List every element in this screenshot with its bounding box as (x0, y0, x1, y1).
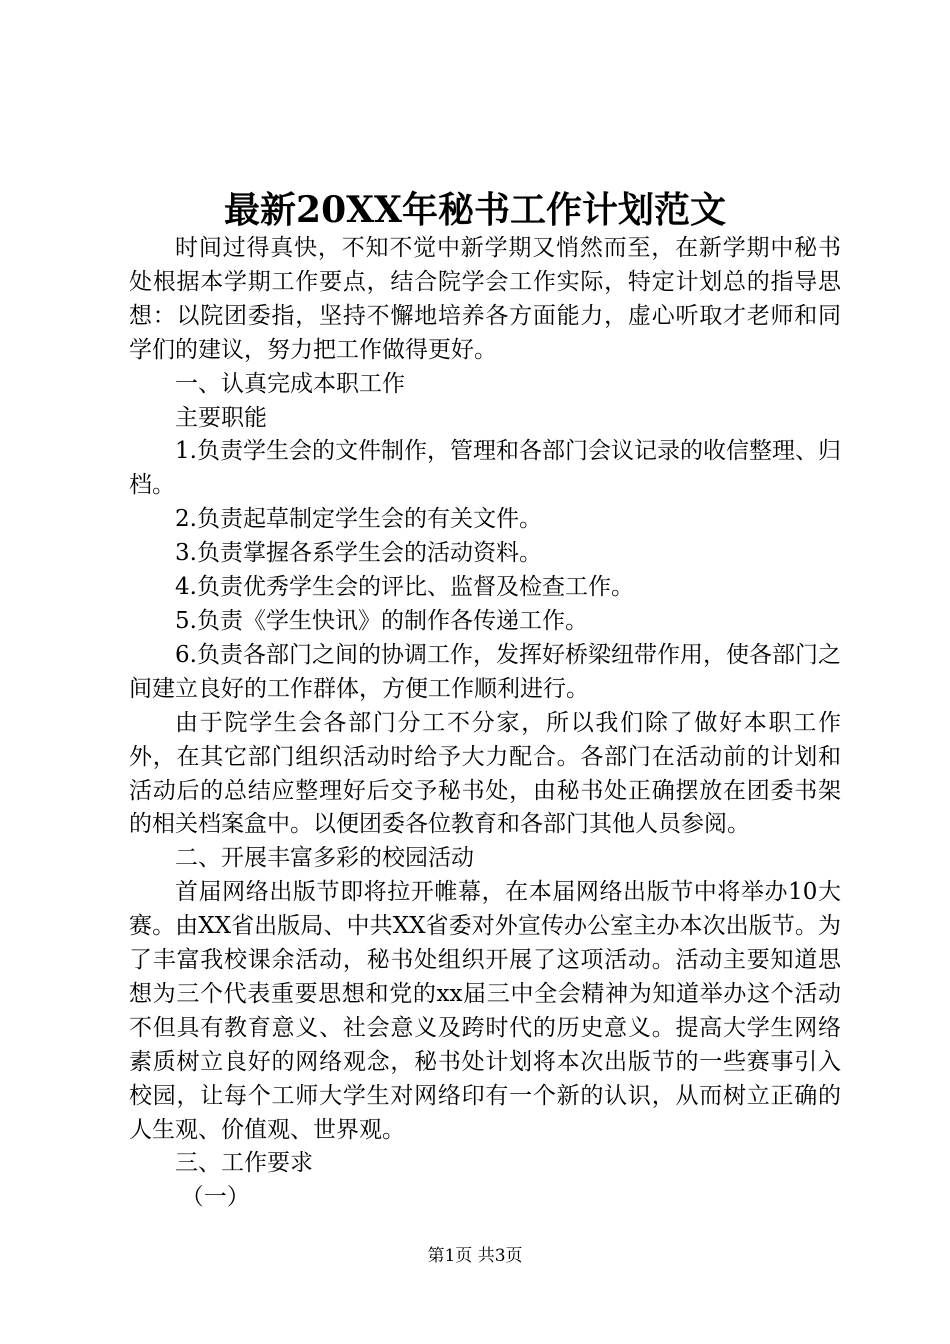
section-heading-2: 二、开展丰富多彩的校园活动 (175, 845, 474, 872)
paragraph-intro: 时间过得真快，不知不觉中新学期又悄然而至，在新学期中秘书处根据本学期工作要点，结合院学会工作实际，特定计划总的指导思想：以院团委指，坚持不懈地培养各方面能力，虚心听取才老师和同学们的建议，努力把工作做得更好。 (129, 235, 841, 363)
duty-item-2: 2.负责起草制定学生会的有关文件。 (175, 506, 542, 533)
duty-item-3: 3.负责掌握各系学生会的活动资料。 (175, 540, 542, 567)
page-footer: 第1页 共3页 (427, 1246, 523, 1266)
subsection-marker-1: （一） (180, 1184, 250, 1211)
document-body (129, 232, 841, 1215)
subheading-main-duties: 主要职能 (175, 404, 267, 431)
duty-item-5: 5.负责《学生快讯》的制作各传递工作。 (175, 607, 588, 634)
duty-item-6: 6.负责各部门之间的协调工作，发挥好桥梁纽带作用，使各部门之间建立良好的工作群体，方便工作顺利进行。 (129, 641, 841, 702)
section-heading-3: 三、工作要求 (175, 1150, 313, 1177)
duty-item-1: 1.负责学生会的文件制作，管理和各部门会议记录的收信整理、归档。 (129, 438, 841, 499)
paragraph-network-festival: 首届网络出版节即将拉开帷幕，在本届网络出版节中将举办10大赛。由XX省出版局、中共XX省委对外宣传办公室主办本次出版节。为了丰富我校课余活动，秘书处组织开展了这项活动。活动主要知道思想为三个代表重要思想和党的xx届三中全会精神为知道举办这个活动不但具有教育意义、社会意义及跨时代的历史意义。提高大学生网络素质树立良好的网络观念，秘书处计划将本次出版节的一些赛事引入校园，让每个工师大学生对网络印有一个新的认识，从而树立正确的人生观、价值观、世界观。 (129, 879, 841, 1143)
section-heading-1: 一、认真完成本职工作 (175, 370, 405, 397)
document-title: 最新20XX年秘书工作计划范文 (224, 189, 726, 231)
duty-item-4: 4.负责优秀学生会的评比、监督及检查工作。 (175, 574, 634, 601)
paragraph-cooperation: 由于院学生会各部门分工不分家，所以我们除了做好本职工作外，在其它部门组织活动时给予大力配合。各部门在活动前的计划和活动后的总结应整理好后交予秘书处，由秘书处正确摆放在团委书架的相关档案盒中。以便团委各位教育和各部门其他人员参阅。 (129, 709, 841, 838)
